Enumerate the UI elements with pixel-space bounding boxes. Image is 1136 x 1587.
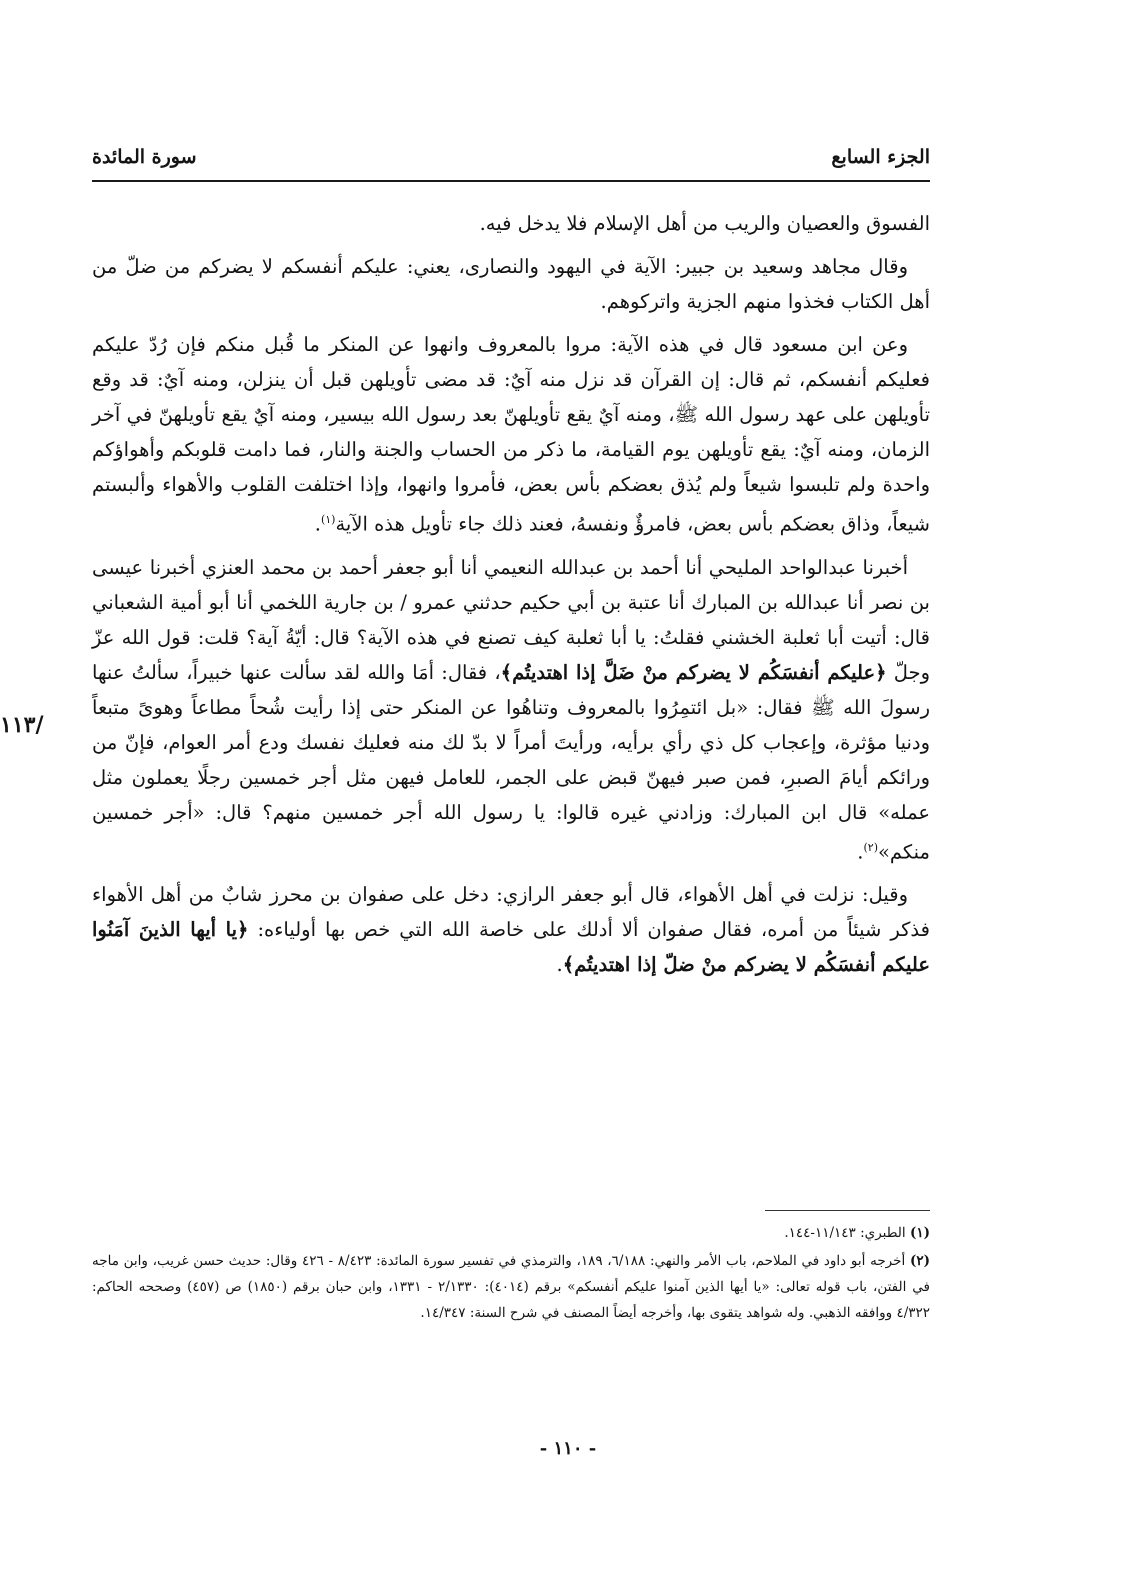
part-title: الجزء السابع [831, 146, 930, 168]
paragraph-text: أخبرنا عبدالواحد المليحي أنا أحمد بن عبدالله النعيمي أنا أبو جعفر أحمد بن محمد العنزي أخبرنا عيسى بن نصر أنا عبدالله بن المبارك أنا عتبة بن أبي حكيم حدثني عمرو / بن جارية اللخمي أنا أبو أمية الشعباني قال: أتيت أبا ثعلبة الخشني فقلتُ: يا أبا ثعلبة كيف تصنع في هذه الآية؟ قال: أيّةُ آية؟ قلت: قول الله عزّ وجلّ [92, 555, 930, 684]
footnote-ref: (٢) [863, 840, 878, 854]
page-number: - ١١٠ - [539, 1438, 597, 1459]
paragraph [92, 249, 930, 319]
footnote-text: أخرجه أبو داود في الملاحم، باب الأمر والنهي: ٦/١٨٨، ١٨٩، والترمذي في تفسير سورة المائدة: ٨/٤٢٣ - ٤٢٦ وقال: حديث حسن غريب، وابن ماجه في الفتن، باب قوله تعالى: «يا أيها الذين آمنوا عليكم أنفسكم» برقم (٤٠١٤): ٢/١٣٣٠ - ١٣٣١، وابن حبان برقم (١٨٥٠) ص (٤٥٧) وصححه الحاكم: ٤/٣٢٢ ووافقه الذهبي. وله شواهد يتقوى بها، وأخرجه أيضاً المصنف في شرح السنة: ١٤/٣٤٧. [92, 1253, 930, 1321]
paragraph-text: وعن ابن مسعود قال في هذه الآية: مروا بالمعروف وانهوا عن المنكر ما قُبل منكم فإن رُدّ عليكم فعليكم أنفسكم، ثم قال: إن القرآن قد نزل منه آيٌ: قد مضى تأويلهن قبل أن ينزلن، ومنه آيٌ: قد وقع تأويلهن على عهد رسول الله ﷺ، ومنه آيٌ يقع تأويلهنّ بعد رسول الله بيسير، ومنه آيٌ يقع تأويلهنّ في آخر الزمان، ومنه آيٌ: يقع تأويلهن يوم القيامة، ما ذكر من الحساب والجنة والنار، فما دامت قلوبكم وأهواؤكم واحدة ولم تلبسوا شيعاً ولم يُذق بعضكم بأس بعض، فأمروا وانهوا، وإذا اختلفت القلوب والأهواء وألبستم شيعاً، وذاق بعضكم بأس بعض، فامرؤٌ ونفسهُ، فعند ذلك جاء تأويل هذه الآية [92, 333, 930, 536]
running-header [92, 140, 930, 182]
paragraph [92, 550, 930, 870]
quran-verse: ﴿عليكم أنفسَكُم لا يضركم منْ ضَلَّ إذا اهتديتُم﴾ [500, 660, 887, 684]
footnote-number: (٢) [909, 1253, 930, 1269]
footnote-divider [765, 1210, 930, 1211]
quran-verse: ﴿يا أيها الذينَ آمَنُوا عليكم أنفسَكُم لا يضركم منْ ضلّ إذا اهتديتُم﴾ [92, 918, 930, 976]
paragraph: وعن ابن مسعود قال في هذه الآية: مروا بالمعروف وانهوا عن المنكر ما قُبل منكم فإن رُدّ عليكم فعليكم أنفسكم، ثم قال: إن القرآن قد نزل منه آيٌ: قد مضى تأويلهن قبل أن ينزلن، ومنه آيٌ: قد وقع تأويلهن على عهد رسول الله ﷺ، ومنه آيٌ يقع تأويلهنّ بعد رسول الله بيسير، ومنه آيٌ يقع تأويلهنّ في آخر الزمان، ومنه آيٌ: يقع تأويلهن يوم القيامة، ما ذكر من الحساب والجنة والنار، فما دامت قلوبكم وأهواؤكم واحدة ولم تلبسوا شيعاً ولم يُذق بعضكم بأس بعض، فأمروا وانهوا، وإذا اختلفت القلوب والأهواء وألبستم شيعاً، وذاق بعضكم بأس بعض، فامرؤٌ ونفسهُ، فعند ذلك جاء تأويل هذه الآية$^{(١)}$. [92, 333, 930, 536]
main-text [92, 206, 930, 990]
paragraph-text: وقيل: نزلت في أهل الأهواء، قال أبو جعفر الرازي: دخل على صفوان بن محرز شابٌ من أهل الأهواء فذكر شيئاً من أمره، فقال صفوان ألا أدلك على خاصة الله التي خص بها أولياءه: [92, 883, 930, 941]
paragraph [92, 206, 930, 241]
paragraph-text: وقال مجاهد وسعيد بن جبير: الآية في اليهود والنصارى، يعني: عليكم أنفسكم لا يضركم من ضلّ من أهل الكتاب فخذوا منهم الجزية واتركوهم. [92, 255, 930, 313]
footnote [92, 1248, 930, 1326]
paragraph [92, 877, 930, 982]
original-page-marker: /١١٣ [0, 712, 44, 738]
paragraph-end: . [556, 953, 563, 976]
paragraph-text: ، فقال: أمَا والله لقد سألت عنها خبيراً، سألتُ عنها رسولَ الله ﷺ فقال: «بل ائتمِرُوا بالمعروف وتناهُوا عن المنكر حتى إذا رأيت شُحاً مطاعاً وهوىً متبعاً ودنيا مؤثرة، وإعجاب كل ذي رأي برأيه، ورأيتَ أمراً لا بدّ لك منه فعليك نفسك ودع أمر العوام، فإنّ من ورائكم أيامَ الصبرِ، فمن صبر فيهنّ قبض على الجمر، للعامل فيهن مثل أجر خمسين رجلًا يعملون مثل عمله» قال ابن المبارك: وزادني غيره قالوا: يا رسول الله أجر خمسين منهم؟ قال: «أجر خمسين منكم» [92, 660, 930, 863]
paragraph-text: الفسوق والعصيان والريب من أهل الإسلام فلا يدخل فيه. [479, 212, 930, 235]
footnote-number: (١) [909, 1225, 930, 1241]
paragraph-end: . [857, 840, 864, 863]
footnote-text: الطبري: ١١/١٤٣-١٤٤. [784, 1225, 906, 1241]
surah-title: سورة المائدة [92, 146, 197, 168]
footnote-ref: (١) [320, 513, 336, 526]
footnotes [92, 1220, 930, 1328]
footnote [92, 1220, 930, 1246]
